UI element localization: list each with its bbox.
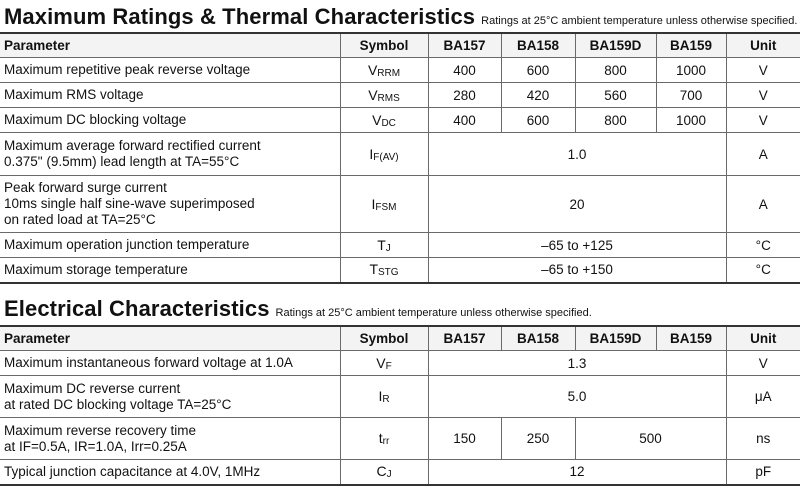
max-ratings-header-row bbox=[0, 33, 800, 58]
header-ba158: BA158 bbox=[501, 33, 575, 58]
value-cell: 1000 bbox=[656, 58, 726, 83]
symbol-subscript: FSM bbox=[375, 201, 397, 213]
symbol-letter: t bbox=[378, 430, 383, 446]
symbol-cell bbox=[340, 418, 428, 460]
symbol-letter: I bbox=[369, 145, 374, 162]
symbol-cell bbox=[340, 233, 428, 258]
symbol-cell bbox=[340, 351, 428, 376]
symbol-subscript: F(AV) bbox=[373, 151, 399, 163]
value-cell: 600 bbox=[501, 58, 575, 83]
symbol-letter: V bbox=[368, 86, 378, 103]
unit-cell: A bbox=[726, 176, 800, 233]
electrical-title: Electrical Characteristics bbox=[4, 296, 270, 321]
symbol-subscript: STG bbox=[378, 267, 399, 279]
table-row bbox=[0, 460, 800, 485]
max-ratings-note: Ratings at 25°C ambient temperature unless otherwise specified. bbox=[481, 15, 798, 27]
symbol-letter: T bbox=[377, 236, 386, 253]
symbol-subscript: RRM bbox=[377, 67, 401, 79]
unit-cell: V bbox=[726, 351, 800, 376]
table-row bbox=[0, 351, 800, 376]
parameter-line: 0.375" (9.5mm) lead length at TA=55°C bbox=[4, 154, 240, 169]
parameter-cell bbox=[0, 418, 340, 460]
value-cell: –65 to +150 bbox=[428, 258, 726, 283]
parameter-line: Maximum DC blocking voltage bbox=[4, 112, 187, 127]
symbol-subscript: F bbox=[385, 360, 392, 372]
symbol-subscript: DC bbox=[381, 117, 396, 129]
symbol-subscript: rr bbox=[382, 436, 390, 447]
table-row bbox=[0, 258, 800, 283]
value-cell: 800 bbox=[575, 108, 656, 133]
electrical-note: Ratings at 25°C ambient temperature unless otherwise specified. bbox=[275, 307, 592, 319]
value-cell: 1000 bbox=[656, 108, 726, 133]
header-ba159d: BA159D bbox=[575, 326, 656, 351]
parameter-cell bbox=[0, 133, 340, 176]
value-cell: 280 bbox=[428, 83, 501, 108]
parameter-line: 10ms single half sine-wave superimposed bbox=[4, 196, 255, 211]
unit-cell: °C bbox=[726, 258, 800, 283]
electrical-header-row bbox=[0, 326, 800, 351]
header-unit: Unit bbox=[726, 33, 800, 58]
parameter-line: Peak forward surge current bbox=[4, 180, 167, 195]
table-row bbox=[0, 418, 800, 460]
header-symbol: Symbol bbox=[340, 326, 428, 351]
header-ba159: BA159 bbox=[656, 326, 726, 351]
parameter-cell bbox=[0, 176, 340, 233]
symbol-cell bbox=[340, 376, 428, 418]
parameter-cell bbox=[0, 108, 340, 133]
parameter-line: Maximum DC reverse current bbox=[4, 380, 181, 396]
symbol-letter: T bbox=[369, 261, 378, 278]
electrical-table bbox=[0, 325, 800, 486]
max-ratings-title: Maximum Ratings & Thermal Characteristics bbox=[4, 4, 476, 29]
symbol-subscript: J bbox=[386, 469, 392, 481]
parameter-cell bbox=[0, 233, 340, 258]
parameter-line: Maximum RMS voltage bbox=[4, 87, 144, 102]
value-cell: 20 bbox=[428, 176, 726, 233]
parameter-line: Maximum instantaneous forward voltage at 1.0A bbox=[4, 355, 293, 370]
parameter-cell bbox=[0, 376, 340, 418]
unit-cell: V bbox=[726, 108, 800, 133]
header-ba159: BA159 bbox=[656, 33, 726, 58]
table-row bbox=[0, 83, 800, 108]
parameter-line: Maximum reverse recovery time bbox=[4, 422, 197, 438]
parameter-line: at IF=0.5A, IR=1.0A, Irr=0.25A bbox=[4, 438, 187, 454]
symbol-cell bbox=[340, 108, 428, 133]
table-row bbox=[0, 58, 800, 83]
value-cell: 600 bbox=[501, 108, 575, 133]
value-cell: 5.0 bbox=[428, 376, 726, 418]
parameter-line: Maximum storage temperature bbox=[4, 261, 188, 277]
symbol-subscript: RMS bbox=[377, 92, 400, 104]
parameter-line: on rated load at TA=25°C bbox=[4, 212, 156, 227]
parameter-cell bbox=[0, 258, 340, 283]
header-unit: Unit bbox=[726, 326, 800, 351]
parameter-line: Maximum average forward rectified current bbox=[4, 138, 261, 153]
symbol-cell bbox=[340, 176, 428, 233]
unit-cell: A bbox=[726, 133, 800, 176]
value-cell: 400 bbox=[428, 58, 501, 83]
symbol-cell bbox=[340, 83, 428, 108]
unit-cell: V bbox=[726, 58, 800, 83]
unit-cell: °C bbox=[726, 233, 800, 258]
value-cell: 400 bbox=[428, 108, 501, 133]
parameter-line: at rated DC blocking voltage TA=25°C bbox=[4, 396, 232, 412]
header-symbol: Symbol bbox=[340, 33, 428, 58]
table-row bbox=[0, 108, 800, 133]
parameter-cell bbox=[0, 58, 340, 83]
symbol-letter: V bbox=[367, 61, 378, 78]
header-parameter: Parameter bbox=[0, 33, 340, 58]
table-row bbox=[0, 233, 800, 258]
symbol-letter: V bbox=[376, 354, 386, 371]
symbol-letter: I bbox=[371, 195, 376, 212]
symbol-letter: V bbox=[372, 111, 382, 128]
parameter-cell bbox=[0, 351, 340, 376]
parameter-line: Maximum operation junction temperature bbox=[4, 237, 250, 252]
symbol-cell bbox=[340, 58, 428, 83]
unit-cell: ns bbox=[726, 418, 800, 460]
value-cell: 420 bbox=[501, 83, 575, 108]
unit-cell: μA bbox=[726, 376, 800, 418]
value-cell: –65 to +125 bbox=[428, 233, 726, 258]
max-ratings-heading bbox=[4, 4, 797, 30]
electrical-heading bbox=[4, 296, 592, 322]
symbol-letter: I bbox=[378, 388, 383, 404]
value-cell: 560 bbox=[575, 83, 656, 108]
parameter-cell bbox=[0, 460, 340, 485]
header-parameter: Parameter bbox=[0, 326, 340, 351]
value-cell: 1.3 bbox=[428, 351, 726, 376]
value-cell: 700 bbox=[656, 83, 726, 108]
max-ratings-table bbox=[0, 32, 800, 284]
symbol-letter: C bbox=[376, 463, 387, 480]
value-cell: 12 bbox=[428, 460, 726, 485]
header-ba157: BA157 bbox=[428, 326, 501, 351]
value-cell: 800 bbox=[575, 58, 656, 83]
table-row bbox=[0, 133, 800, 176]
table-row bbox=[0, 176, 800, 233]
symbol-cell bbox=[340, 133, 428, 176]
value-cell: 500 bbox=[575, 418, 726, 460]
symbol-cell bbox=[340, 460, 428, 485]
value-cell: 1.0 bbox=[428, 133, 726, 176]
value-cell: 250 bbox=[501, 418, 575, 460]
symbol-subscript: J bbox=[385, 242, 391, 254]
parameter-cell bbox=[0, 83, 340, 108]
header-ba158: BA158 bbox=[501, 326, 575, 351]
unit-cell: V bbox=[726, 83, 800, 108]
parameter-line: Maximum repetitive peak reverse voltage bbox=[4, 62, 251, 77]
value-cell: 150 bbox=[428, 418, 501, 460]
symbol-cell bbox=[340, 258, 428, 283]
unit-cell: pF bbox=[726, 460, 800, 485]
table-row bbox=[0, 376, 800, 418]
header-ba157: BA157 bbox=[428, 33, 501, 58]
header-ba159d: BA159D bbox=[575, 33, 656, 58]
parameter-line: Typical junction capacitance at 4.0V, 1MHz bbox=[4, 463, 261, 479]
symbol-subscript: R bbox=[382, 394, 390, 405]
